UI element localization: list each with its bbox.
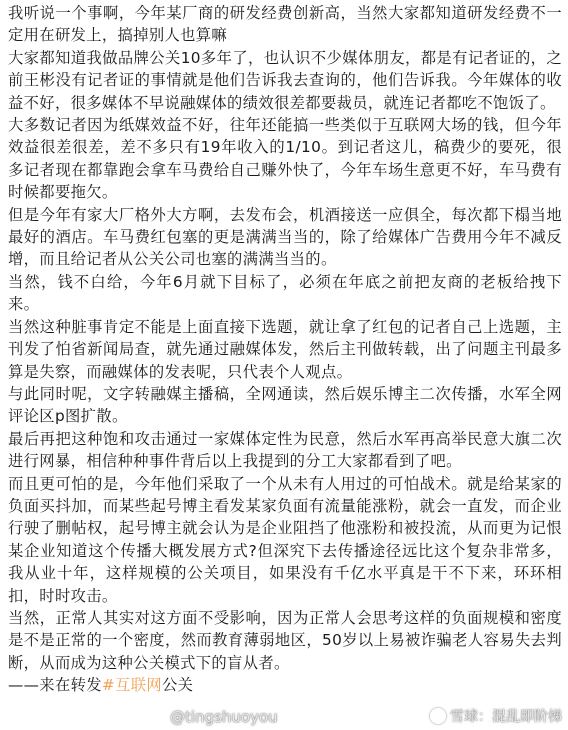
paragraph-3: 大多数记者因为纸媒效益不好，往年还能搞一些类似于互联网大场的钱，但今年效益很差很差，差不多只有19年收入的1/10。到记者这儿，稿费少的要死，很多记者现在都靠跑会拿车马费给自己赚外快了，今年车场生意更不好，车马费有时候都要拖欠。: [8, 116, 562, 202]
repost-footer: [8, 674, 562, 696]
paragraph-6: 当然这种脏事肯定不能是上面直接下选题，就让拿了红包的记者自己上选题，主刊发了怕省新闻局查，就先通过融媒体发，然后主刊做转载，出了问题主刊最多算是失察，而融媒体的发表呢，只代表个人观点。: [8, 317, 562, 381]
watermark-xueqiu-text: 雪球：混乱即阶梯: [450, 709, 562, 725]
paragraph-7: 与此同时呢，文字转融媒主播稿，全网通读，然后娱乐博主二次传播，水军全网评论区p图扩散。: [8, 384, 562, 426]
paragraph-1: 我听说一个事啊，今年某厂商的研发经费创新高，当然大家都知道研发经费不一定用在研发上，搞掉别人也算嘛: [8, 4, 562, 45]
watermark-username: @tingshuoyou: [170, 708, 278, 726]
footer-prefix: ——来在转发: [8, 676, 102, 695]
hashtag-link[interactable]: #互联网: [101, 676, 162, 695]
paragraph-10: 当然，正常人其实对这方面不受影响，因为正常人会思考这样的负面规模和密度是不是正常的一个密度，然而教育薄弱地区，50岁以上易被诈骗老人容易失去判断，从而成为这种公关模式下的盲从者。: [8, 608, 562, 672]
paragraph-8: 最后再把这种饱和攻击通过一家媒体定性为民意，然后水军再高举民意大旗二次进行网暴，相信种种事件背后以上我提到的分工大家都看到了吧。: [8, 429, 562, 471]
footer-suffix: 公关: [162, 676, 194, 695]
paragraph-2: 大家都知道我做品牌公关10多年了，也认识不少媒体朋友，都是有记者证的，之前王彬没有记者证的事情就是他们告诉我去查询的，他们告诉我。今年媒体的收益不好，很多媒体不早说融媒体的绩效很差都要裁员，就连记者都吃不饱饭了。: [8, 48, 562, 112]
paragraph-4: 但是今年有家大厂格外大方啊，去发布会，机酒接送一应俱全，每次都下榻当地最好的酒店。车马费红包塞的更是满满当当的，除了给媒体广告费用今年不减反增，而且给记者从公关公司也塞的满满当当的。: [8, 205, 562, 269]
xueqiu-logo-icon: [430, 708, 446, 724]
watermark-xueqiu: [430, 706, 562, 726]
post-body: [8, 2, 562, 697]
paragraph-9: 而且更可怕的是，今年他们采取了一个从未有人用过的可怕战术。就是给某家的负面买抖加，而某些起号博主看发某家负面有流量能涨粉，就会一直发，而企业行驶了删帖权，起号博主就会认为是企业阻挡了他涨粉和被投流，从而更为记恨某企业知道这个传播大概发展方式?但深究下去传播途径远比这个复杂非常多，我从业十年，这样规模的公关项目，如果没有千亿水平真是干不下来，环环相扣，时时攻击。: [8, 474, 562, 605]
paragraph-5: 当然，钱不白给，今年6月就下目标了，必须在年底之前把友商的老板给拽下来。: [8, 272, 562, 314]
